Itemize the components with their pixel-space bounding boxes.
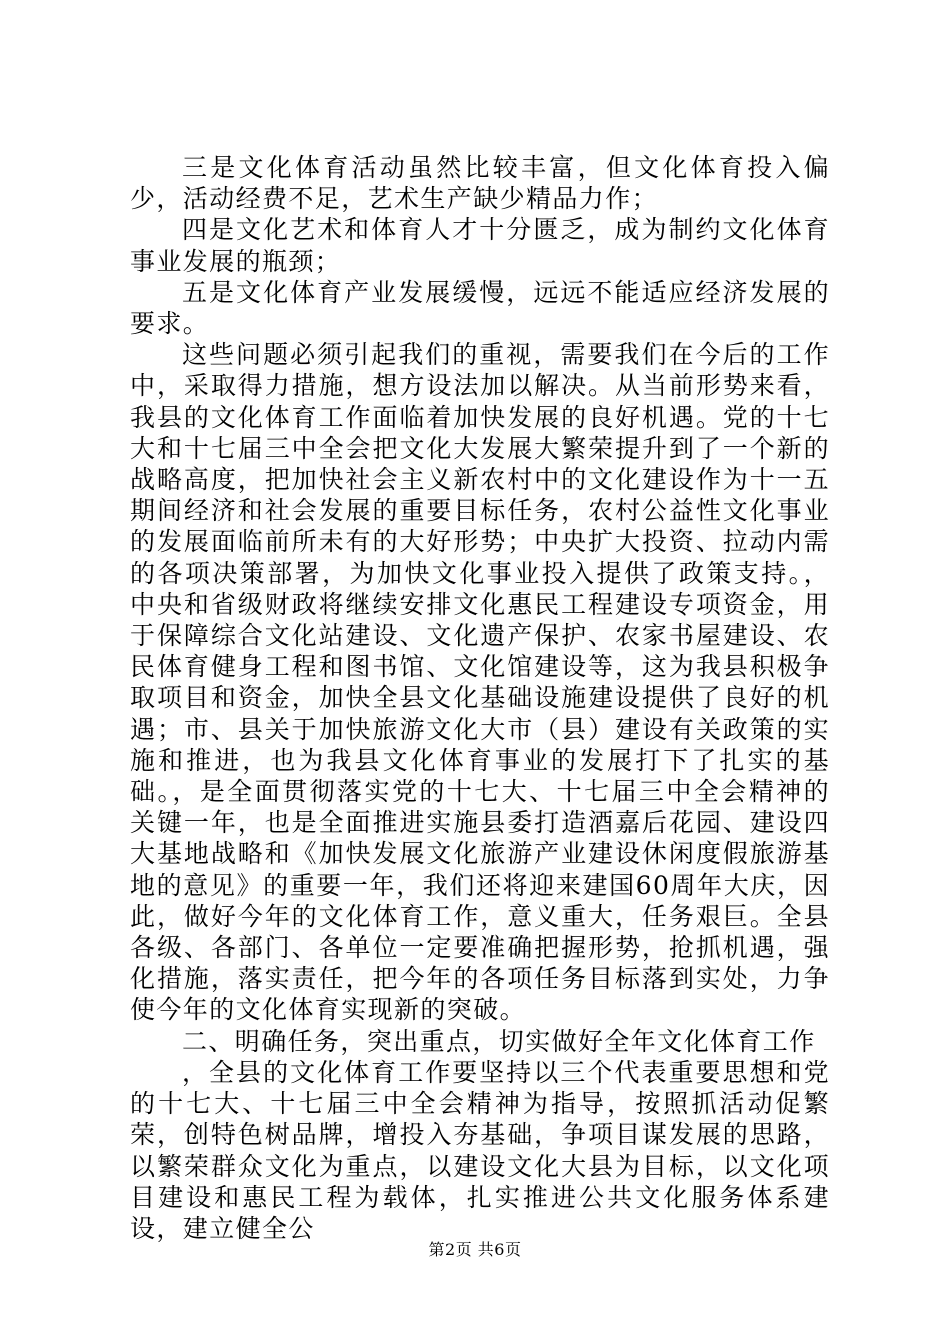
section-heading: 二、明确任务，突出重点，切实做好全年文化体育工作 [182,1026,816,1056]
paragraph-three: 三是文化体育活动虽然比较丰富，但文化体育投入偏少，活动经费不足，艺术生产缺少精品力作； [130,153,830,214]
paragraph-four: 四是文化艺术和体育人才十分匮乏，成为制约文化体育事业发展的瓶颈； [130,215,830,276]
paragraph-tasks: ，全县的文化体育工作要坚持以三个代表重要思想和党的十七大、十七届三中全会精神为指导，按照抓活动促繁荣，创特色树品牌，增投入夯基础，争项目谋发展的思路，以繁荣群众文化为重点，以建设文化大县为目标，以文化项目建设和惠民工程为载体，扎实推进公共文化服务体系建设，建立健全公 [130,1057,830,1243]
paragraph-five: 五是文化体育产业发展缓慢，远远不能适应经济发展的要求。 [130,277,830,339]
paragraph-issues-opportunities: 这些问题必须引起我们的重视，需要我们在今后的工作中，采取得力措施，想方设法加以解决。从当前形势来看，我县的文化体育工作面临着加快发展的良好机遇。党的十七大和十七届三中全会把文化大发展大繁荣提升到了一个新的战略高度，把加快社会主义新农村中的文化建设作为十一五期间经济和社会发展的重要目标任务，农村公益性文化事业的发展面临前所未有的大好形势；中央扩大投资、拉动内需的各项决策部署，为加快文化事业投入提供了政策支持。，中央和省级财政将继续安排文化惠民工程建设专项资金，用于保障综合文化站建设、文化遗产保护、农家书屋建设、农民体育健身工程和图书馆、文化馆建设等，这为我县积极争取项目和资金，加快全县文化基础设施建设提供了良好的机遇；市、县关于加快旅游文化大市（县）建设有关政策的实施和推进，也为我县文化体育事业的发展打下了扎实的基础。，是全面贯彻落实党的十七大、十七届三中全会精神的关键一年，也是全面推进实施县委打造酒嘉后花园、建设四大基地战略和《加快发展文化旅游产业建设休闲度假旅游基地的意见》的重要一年，我们还将迎来建国60周年大庆，因此，做好今年的文化体育工作，意义重大，任务艰巨。全县各级、各部门、各单位一定要准确把握形势，抢抓机遇，强化措施，落实责任，把今年的各项任务目标落到实处，力争使今年的文化体育实现新的突破。 [130,340,830,1025]
document-body [130,152,830,1244]
page-footer: 第2页 共6页 [428,1240,522,1259]
